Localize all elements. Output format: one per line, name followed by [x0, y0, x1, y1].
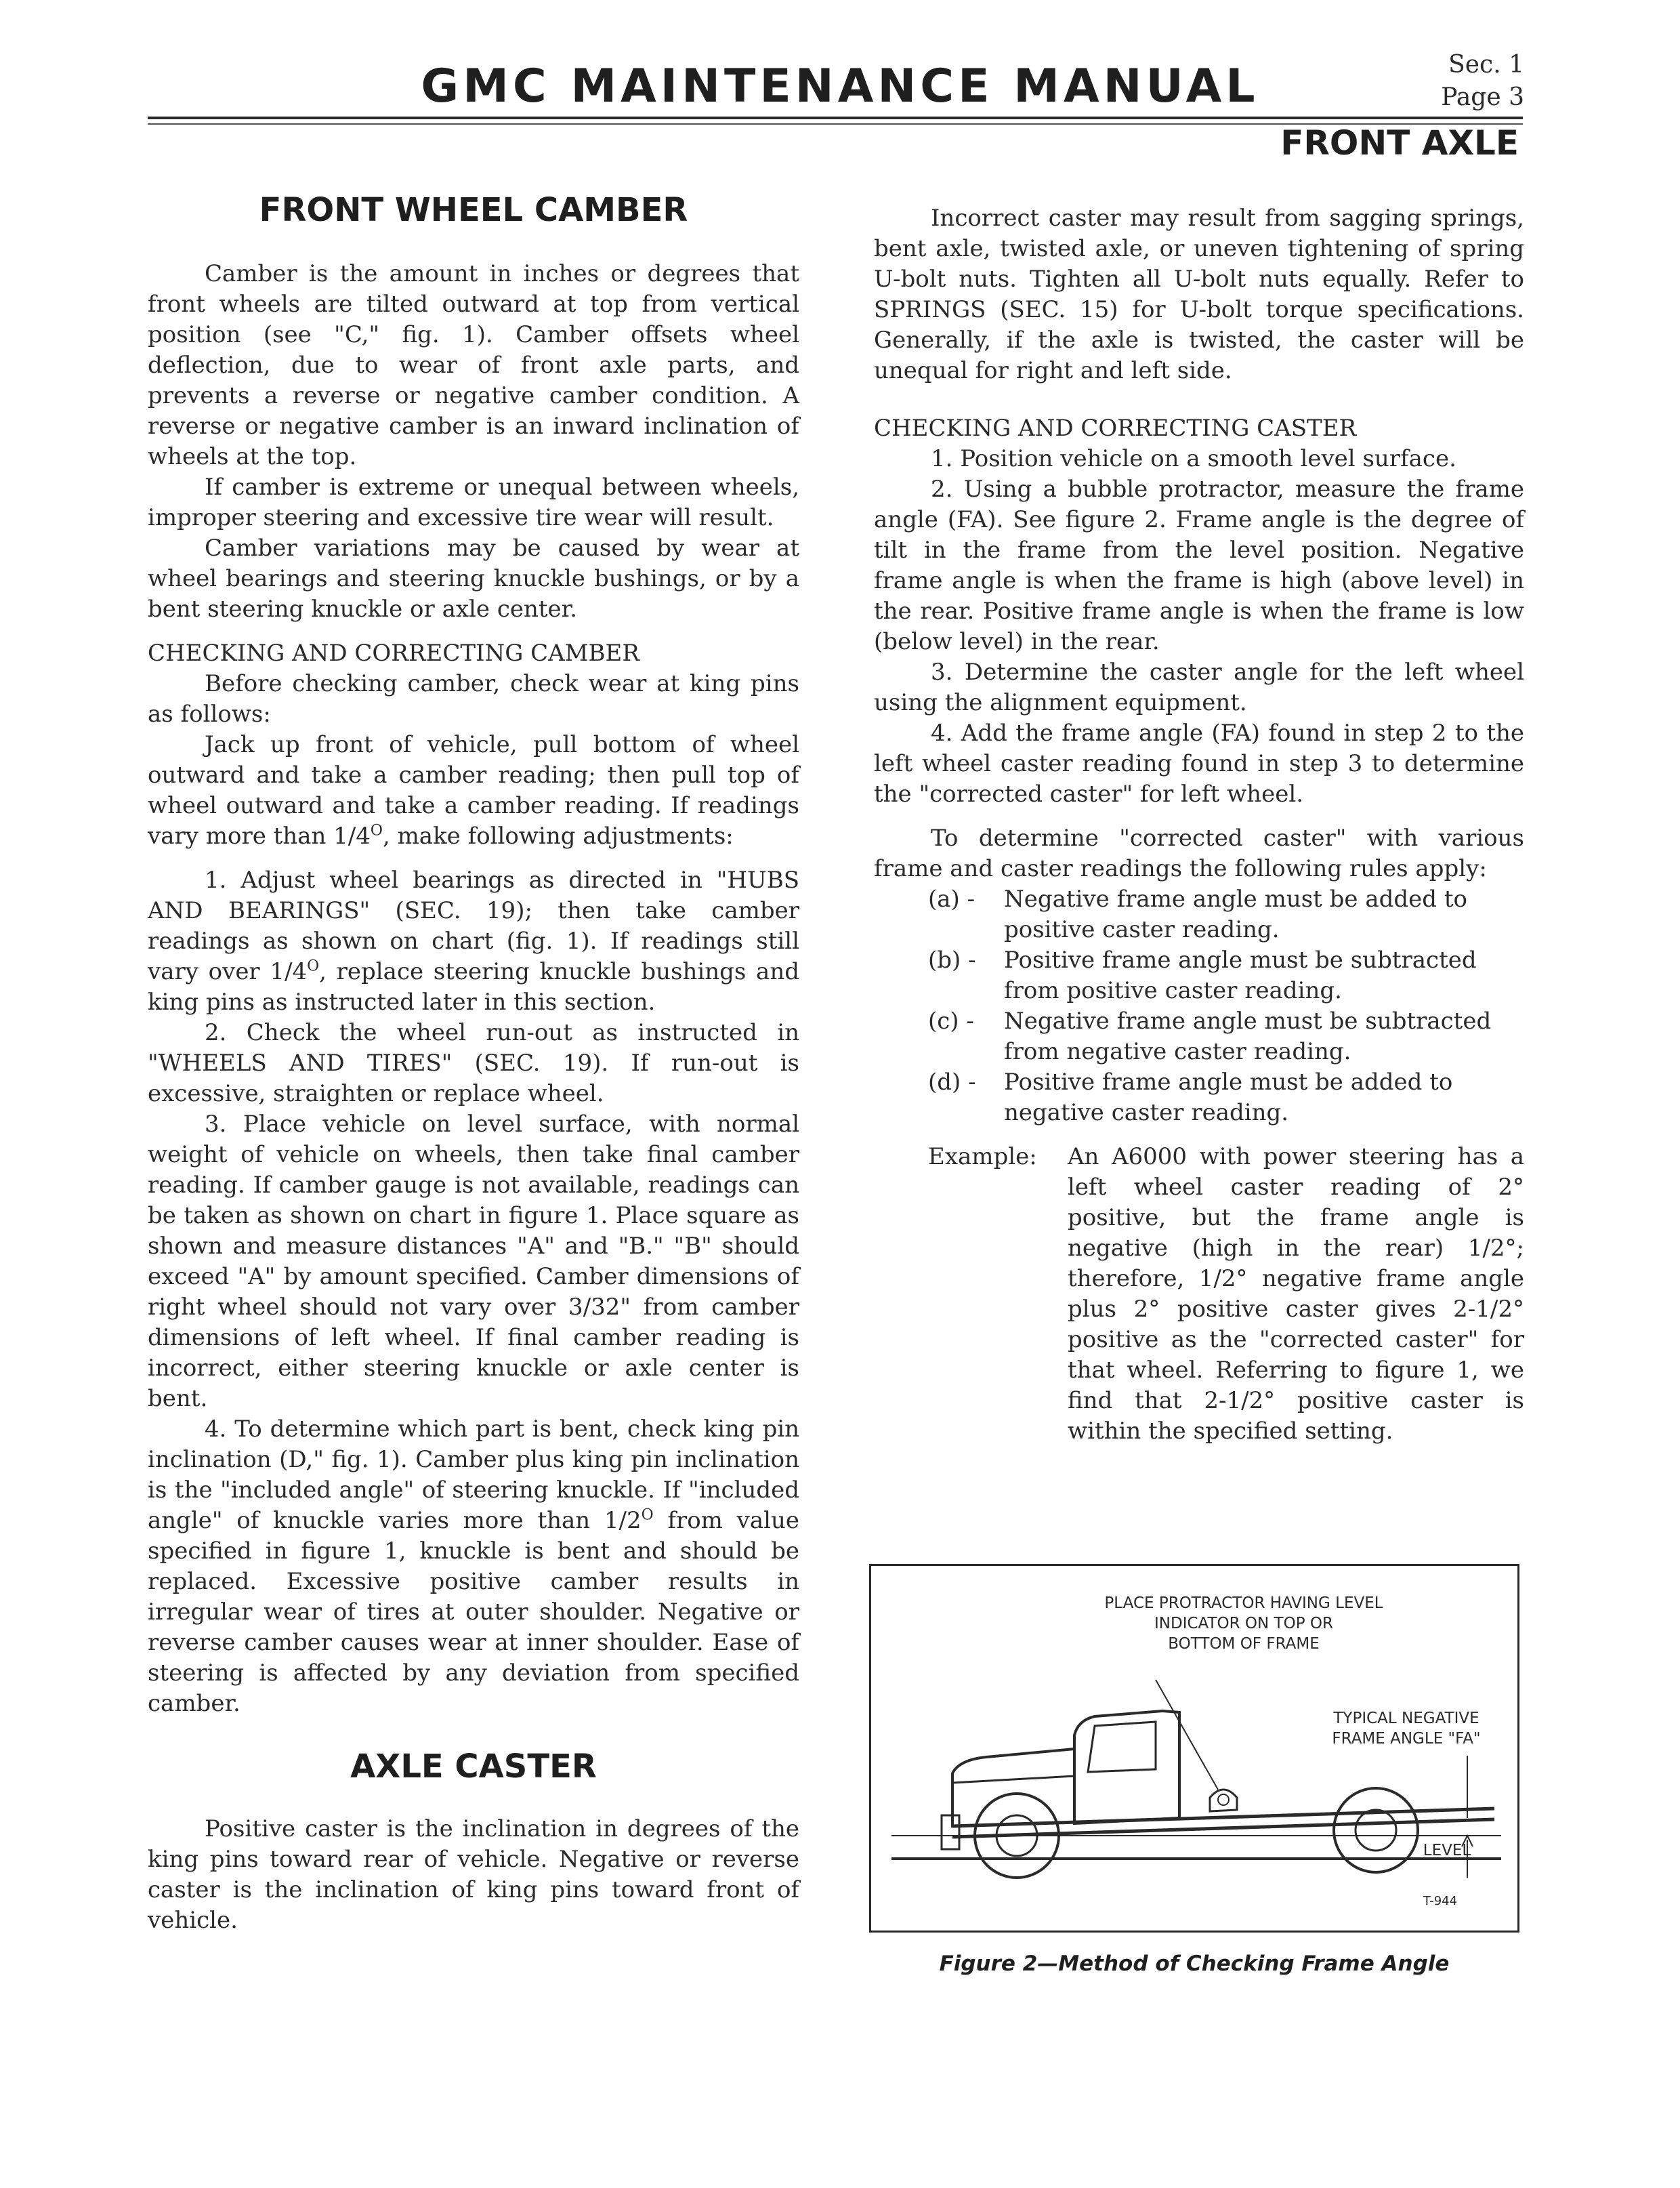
left-column	[148, 191, 799, 1936]
cab-window	[1088, 1722, 1156, 1772]
paragraph: Positive caster is the inclination in degrees of the king pins toward rear of vehicle. Negative or reverse caster is the inclination of king pins toward front of vehicle.	[148, 1815, 799, 1934]
figure-label-level: LEVEL	[1423, 1842, 1471, 1859]
step-4: 4. To determine which part is bent, check king pin inclination (D," fig. 1). Camber plus king pin inclination is the "included angle" of steering knuckle. If "included angle" of knuckle varies more than $1/2^O$ from value specified in figure 1, knuckle is bent and should be replaced. Excessive positive camber results in irregular wear of tires at outer shoulder. Negative or reverse camber causes wear at inner shoulder. Ease of steering is affected by any deviation from specified camber.	[148, 1416, 799, 1717]
rule-item: (c) - Negative frame angle must be subtracted from negative caster reading.	[928, 1008, 1492, 1065]
rule-item: (d) - Positive frame angle must be added to negative caster reading.	[928, 1069, 1453, 1126]
front-bumper	[942, 1815, 959, 1849]
rules-intro: To determine "corrected caster" with various frame and caster readings the following rules apply:	[874, 825, 1524, 882]
heading-axle-caster: AXLE CASTER	[350, 1748, 597, 1786]
caster-step-2: 2. Using a bubble protractor, measure the frame angle (FA). See figure 2. Frame angle is the degree of tilt in the frame from the level position. Negative frame angle is when the frame is high (above level) in the rear. Positive frame angle is when the frame is low (below level) in the rear.	[874, 476, 1524, 655]
subheading-checking-camber: CHECKING AND CORRECTING CAMBER	[148, 640, 639, 667]
caster-step-3: 3. Determine the caster angle for the left wheel using the alignment equipment.	[874, 659, 1524, 716]
step-3: 3. Place vehicle on level surface, with normal weight of vehicle on wheels, then take final camber reading. If camber gauge is not available, readings can be taken as shown on chart in figure 1. Place square as shown and measure distances "A" and "B." "B" should exceed "A" by amount specified. Camber dimensions of right wheel should not vary over 3/32" from camber dimensions of left wheel. If final camber reading is incorrect, either steering knuckle or axle center is bent.	[148, 1111, 799, 1412]
figure-code: T-944	[1423, 1894, 1458, 1908]
paragraph: If camber is extreme or unequal between wheels, improper steering and excessive tire wear will result.	[148, 474, 799, 531]
figure-label-protractor: PLACE PROTRACTOR HAVING LEVEL INDICATOR ON TOP OR BOTTOM OF FRAME	[1104, 1594, 1383, 1653]
step-2: 2. Check the wheel run-out as instructed in "WHEELS AND TIRES" (SEC. 19). If run-out is excessive, straighten or replace wheel.	[148, 1019, 799, 1107]
section-number: Sec. 1	[1448, 51, 1524, 79]
manual-title: GMC MAINTENANCE MANUAL	[421, 60, 1259, 113]
subheading-checking-caster: CHECKING AND CORRECTING CASTER	[874, 415, 1357, 442]
paragraph: Before checking camber, check wear at king pins as follows:	[148, 670, 799, 728]
rules-list	[874, 884, 1524, 1128]
paragraph-jack-up: Jack up front of vehicle, pull bottom of wheel outward and take a camber reading; then pull top of wheel outward and take a camber reading. If readings vary more than $1/4^O$, make following adjustments:	[148, 731, 799, 850]
example-label: Example:	[928, 1143, 1037, 1170]
example-text: An A6000 with power steering has a left wheel caster reading of 2° positive, but the frame angle is negative (high in the rear) 1/2°; therefore, 1/2° negative frame angle plus 2° positive caster gives 2-1/2° positive as the "corrected caster" for that wheel. Referring to figure 1, we find that 2-1/2° positive caster is within the specified setting.	[1068, 1143, 1524, 1445]
figure-frame-angle	[869, 1564, 1519, 1933]
truck-cab	[1074, 1711, 1179, 1823]
protractor-leader	[1156, 1680, 1218, 1790]
figure-caption: Figure 2—Method of Checking Frame Angle	[939, 1952, 1450, 1976]
heading-front-wheel-camber: FRONT WHEEL CAMBER	[259, 191, 688, 229]
paragraph: Camber variations may be caused by wear at wheel bearings and steering knuckle bushings, or by a bent steering knuckle or axle center.	[148, 535, 799, 623]
right-column	[874, 203, 1524, 1447]
paragraph-incorrect-caster: Incorrect caster may result from sagging springs, bent axle, twisted axle, or uneven tightening of spring U-bolt nuts. Tighten all U-bolt nuts equally. Refer to SPRINGS (SEC. 15) for U-bolt torque specifications. Generally, if the axle is twisted, the caster will be unequal for right and left side.	[874, 205, 1524, 384]
section-title: FRONT AXLE	[1280, 123, 1519, 163]
section-page-indicator	[1441, 49, 1524, 114]
figure-label-typical-fa: TYPICAL NEGATIVE FRAME ANGLE "FA"	[1332, 1710, 1481, 1748]
step-1: 1. Adjust wheel bearings as directed in "HUBS AND BEARINGS" (SEC. 19); then take camber readings as shown on chart (fig. 1). If readings still vary over $1/4^O$, replace steering knuckle bushings and king pins as instructed later in this section.	[148, 867, 799, 1016]
caster-step-4: 4. Add the frame angle (FA) found in step 2 to the left wheel caster reading found in step 3 to determine the "corrected caster" for left wheel.	[874, 720, 1524, 808]
example-block	[874, 1142, 1524, 1447]
caster-step-1: 1. Position vehicle on a smooth level surface.	[931, 445, 1456, 472]
rule-item: (b) - Positive frame angle must be subtracted from positive caster reading.	[928, 947, 1477, 1004]
rule-item: (a) - Negative frame angle must be added to positive caster reading.	[928, 886, 1467, 943]
paragraph: Camber is the amount in inches or degrees that front wheels are tilted outward at top from vertical position (see "C," fig. 1). Camber offsets wheel deflection, due to wear of front axle parts, and prevents a reverse or negative camber condition. A reverse or negative camber is an inward inclination of wheels at the top.	[148, 260, 799, 470]
bubble-protractor	[1210, 1790, 1237, 1811]
header-rule	[148, 117, 1523, 119]
page-number: Page 3	[1441, 83, 1524, 111]
